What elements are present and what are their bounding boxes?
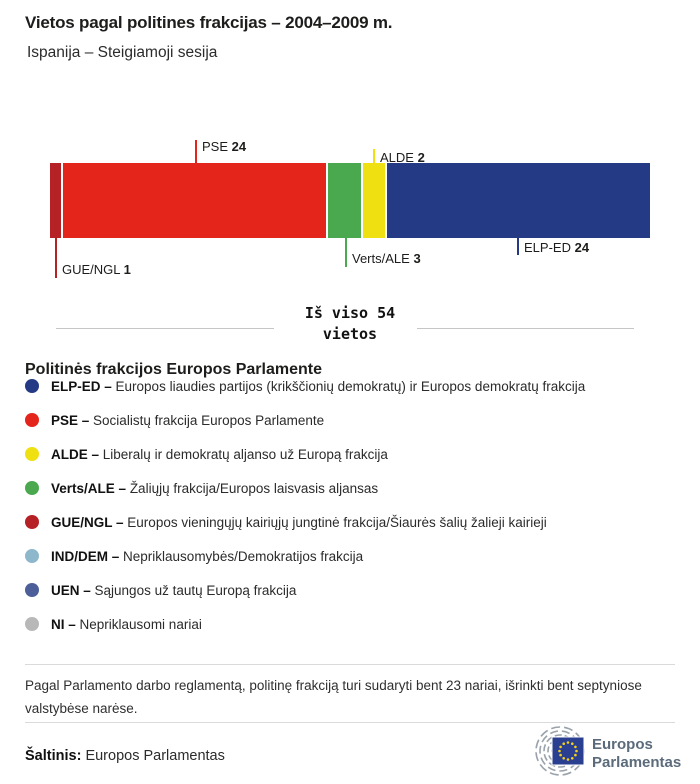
gue-color-dot	[25, 515, 39, 529]
pse-color-dot	[25, 413, 39, 427]
total-caption-line1: Iš viso 54	[304, 304, 396, 322]
elped-color-dot	[25, 379, 39, 393]
callout-line-elped	[517, 238, 519, 255]
logo-text-line2: Parlamentas	[592, 754, 682, 771]
callout-line-gue	[55, 238, 57, 278]
legend-item-uen: UEN – Sąjungos už tautų Europą frakcija	[25, 582, 585, 616]
callout-label-pse: PSE 24	[202, 139, 247, 154]
legend-item-elped: ELP-ED – Europos liaudies partijos (krikščionių demokratų) ir Europos demokratų frakcija	[25, 378, 585, 412]
total-caption	[0, 303, 700, 345]
source-line: Šaltinis: Europos Parlamentas	[25, 748, 225, 764]
divider-bottom	[25, 722, 675, 723]
logo-text-line1: Europos	[592, 736, 653, 753]
seats-bar	[50, 163, 650, 238]
europos-parlamentas-logo	[510, 724, 682, 778]
uen-color-dot	[25, 583, 39, 597]
total-divider-right	[417, 328, 634, 329]
legend-heading: Politinės frakcijos Europos Parlamente	[25, 361, 322, 378]
page-title: Vietos pagal politines frakcijas – 2004–2009 m.	[25, 13, 393, 32]
callout-line-pse	[195, 140, 197, 163]
total-caption-line2: vietos	[322, 325, 378, 343]
page-subtitle: Ispanija – Steigiamoji sesija	[27, 44, 218, 61]
legend-item-verts: Verts/ALE – Žaliųjų frakcija/Europos laisvasis aljansas	[25, 480, 585, 514]
verts-color-dot	[25, 481, 39, 495]
callout-label-verts: Verts/ALE 3	[352, 251, 421, 266]
bar-segment-pse[interactable]	[63, 163, 326, 238]
legend-item-gue: GUE/NGL – Europos vieningųjų kairiųjų jungtinė frakcija/Šiaurės šalių žalieji kairieji	[25, 514, 585, 548]
alde-color-dot	[25, 447, 39, 461]
footnote: Pagal Parlamento darbo reglamentą, politinę frakciją turi sudaryti bent 23 nariai, išrinkti bent septyniose valstybėse narėse.	[25, 678, 642, 716]
bar-segment-elp-ed[interactable]	[387, 163, 650, 238]
eu-flag-icon	[552, 737, 584, 765]
callout-line-alde	[373, 149, 375, 163]
callout-label-elped: ELP-ED 24	[524, 240, 590, 255]
legend-item-ni: NI – Nepriklausomi nariai	[25, 616, 585, 650]
bar-segment-gue-ngl[interactable]	[50, 163, 61, 238]
inddem-color-dot	[25, 549, 39, 563]
legend-list	[25, 378, 585, 650]
legend-item-pse: PSE – Socialistų frakcija Europos Parlamente	[25, 412, 585, 446]
ni-color-dot	[25, 617, 39, 631]
callout-label-alde: ALDE 2	[380, 150, 425, 165]
callout-label-gue: GUE/NGL 1	[62, 262, 131, 277]
bar-segment-alde[interactable]	[363, 163, 385, 238]
legend-item-inddem: IND/DEM – Nepriklausomybės/Demokratijos frakcija	[25, 548, 585, 582]
divider-top	[25, 664, 675, 665]
callout-line-verts	[345, 238, 347, 267]
bar-segment-verts-ale[interactable]	[328, 163, 361, 238]
legend-item-alde: ALDE – Liberalų ir demokratų aljanso už Europą frakcija	[25, 446, 585, 480]
